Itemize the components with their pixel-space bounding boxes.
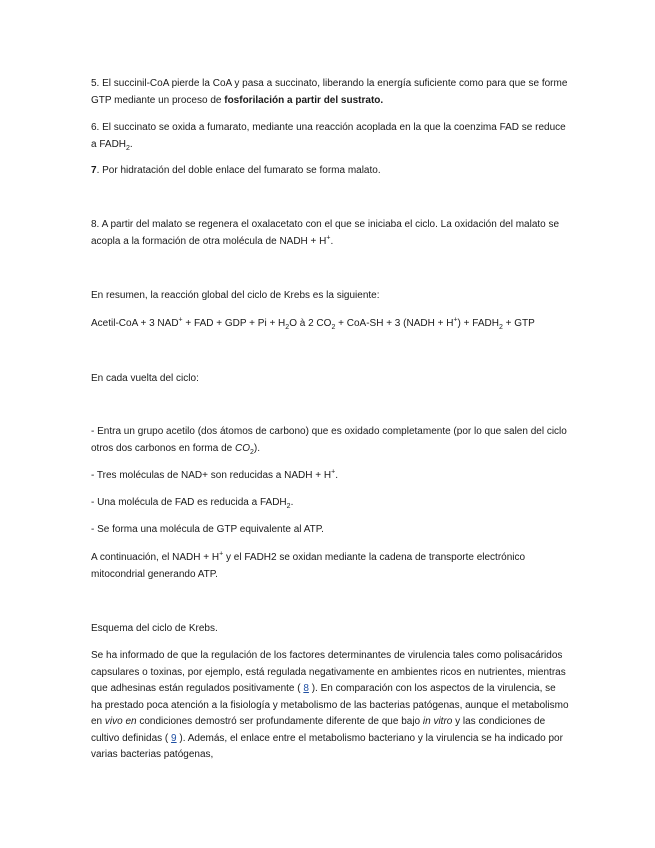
equation-superscript: + [178, 316, 183, 324]
bullet-nad-text: - Tres moléculas de NAD+ son reducidas a NADH + H [91, 470, 332, 481]
step-6-text: 6. El succinato se oxida a fumarato, mediante una reacción acoplada en la que la coenzima FAD se reduce a FADH [91, 122, 566, 150]
step-8-paragraph [91, 217, 569, 250]
in-vitro-italic: in vitro [422, 716, 453, 727]
step-7-paragraph [91, 163, 569, 180]
step-6-subscript: 2 [126, 144, 130, 152]
bullet-fad-text: - Una molécula de FAD es reducida a FADH [91, 497, 287, 508]
virulence-text: y las condiciones de cultivo definidas ( [91, 716, 546, 744]
global-equation [91, 316, 569, 333]
equation-part: Acetil-CoA + 3 NAD [91, 318, 179, 329]
equation-part: + CoA-SH + 3 (NADH + H [335, 318, 454, 329]
co2-subscript: 2 [249, 448, 254, 456]
virulence-text: ). Además, el enlace entre el metabolismo bacteriano y la virulencia se ha indicado por varias bacterias patógenas, [91, 732, 563, 760]
bullet-nad [91, 468, 569, 485]
substrate-phosphorylation-term: fosforilación a partir del sustrato. [224, 94, 384, 106]
bullet-nad-end: . [335, 470, 338, 481]
scheme-caption: Esquema del ciclo de Krebs. [91, 623, 218, 634]
equation-part: O à 2 CO [289, 318, 332, 329]
equation-part: ) + FADH [457, 318, 499, 329]
reference-link-9[interactable]: 9 [171, 732, 177, 744]
continuation-end: y el FADH2 se oxidan mediante la cadena de transporte electrónico mitocondrial generando ATP. [91, 552, 526, 580]
step-8-superscript: + [326, 234, 331, 242]
summary-paragraph: En resumen, la reacción global del ciclo de Krebs es la siguiente: [91, 290, 380, 301]
step-5-paragraph [91, 76, 569, 109]
continuation-superscript: + [219, 550, 224, 558]
equation-subscript: 2 [331, 324, 336, 331]
bullet-fad [91, 495, 569, 512]
bullet-acetyl [91, 424, 569, 457]
step-7-text: . Por hidratación del doble enlace del fumarato se forma malato. [96, 165, 381, 176]
equation-subscript: 2 [498, 324, 503, 331]
step-7-number: 7 [91, 165, 97, 176]
virulence-text: Se ha informado de que la regulación de los factores determinantes de virulencia tales como polisacáridos capsulares o toxinas, por ejemplo, está regulada negativamente en ambientes ricos en nutrientes, mientras que adhesinas están regulados positivamente ( [91, 650, 566, 694]
bullet-gtp: - Se forma una molécula de GTP equivalente al ATP. [91, 524, 324, 535]
bullet-acetyl-end: ). [253, 442, 260, 454]
reference-link-8[interactable]: 8 [303, 683, 309, 694]
step-6-paragraph [91, 120, 569, 153]
step-8-text: 8. A partir del malato se regenera el oxalacetato con el que se iniciaba el ciclo. La oxidación del malato se acopla a la formación de otra molécula de NADH + H [91, 219, 560, 247]
virulence-text: condiciones demostró ser profundamente diferente de que bajo [136, 716, 423, 727]
virulence-text: ). En comparación con los aspectos de la virulencia, se ha prestado poca atención a la fisiología y metabolismo de las bacterias patógenas, aunque el metabolismo en [91, 683, 569, 727]
continuation-text: A continuación, el NADH + H [91, 552, 220, 563]
in-vivo-italic: vivo en [104, 716, 137, 727]
co2-italic: CO [234, 442, 250, 454]
bullet-fad-end: . [290, 497, 294, 508]
virulence-paragraph [91, 648, 569, 764]
bullet-nad-superscript: + [331, 468, 336, 476]
bullet-fad-subscript: 2 [286, 503, 291, 510]
step-5-text: 5. El succinil-CoA pierde la CoA y pasa a succinato, liberando la energía suficiente como para que se forme GTP mediante un proceso de [91, 78, 568, 106]
equation-part: + FAD + GDP + Pi + H [182, 318, 286, 329]
each-turn-heading: En cada vuelta del ciclo: [91, 373, 199, 384]
equation-superscript: + [453, 316, 458, 324]
bullet-acetyl-text: - Entra un grupo acetilo (dos átomos de carbono) que es oxidado completamente (por lo que salen del ciclo otros dos carbonos en forma de [91, 426, 567, 454]
step-6-end: . [129, 138, 133, 150]
equation-part: + GTP [502, 318, 535, 329]
step-8-end: . [330, 235, 334, 247]
equation-subscript: 2 [285, 324, 290, 331]
continuation-paragraph [91, 550, 569, 583]
